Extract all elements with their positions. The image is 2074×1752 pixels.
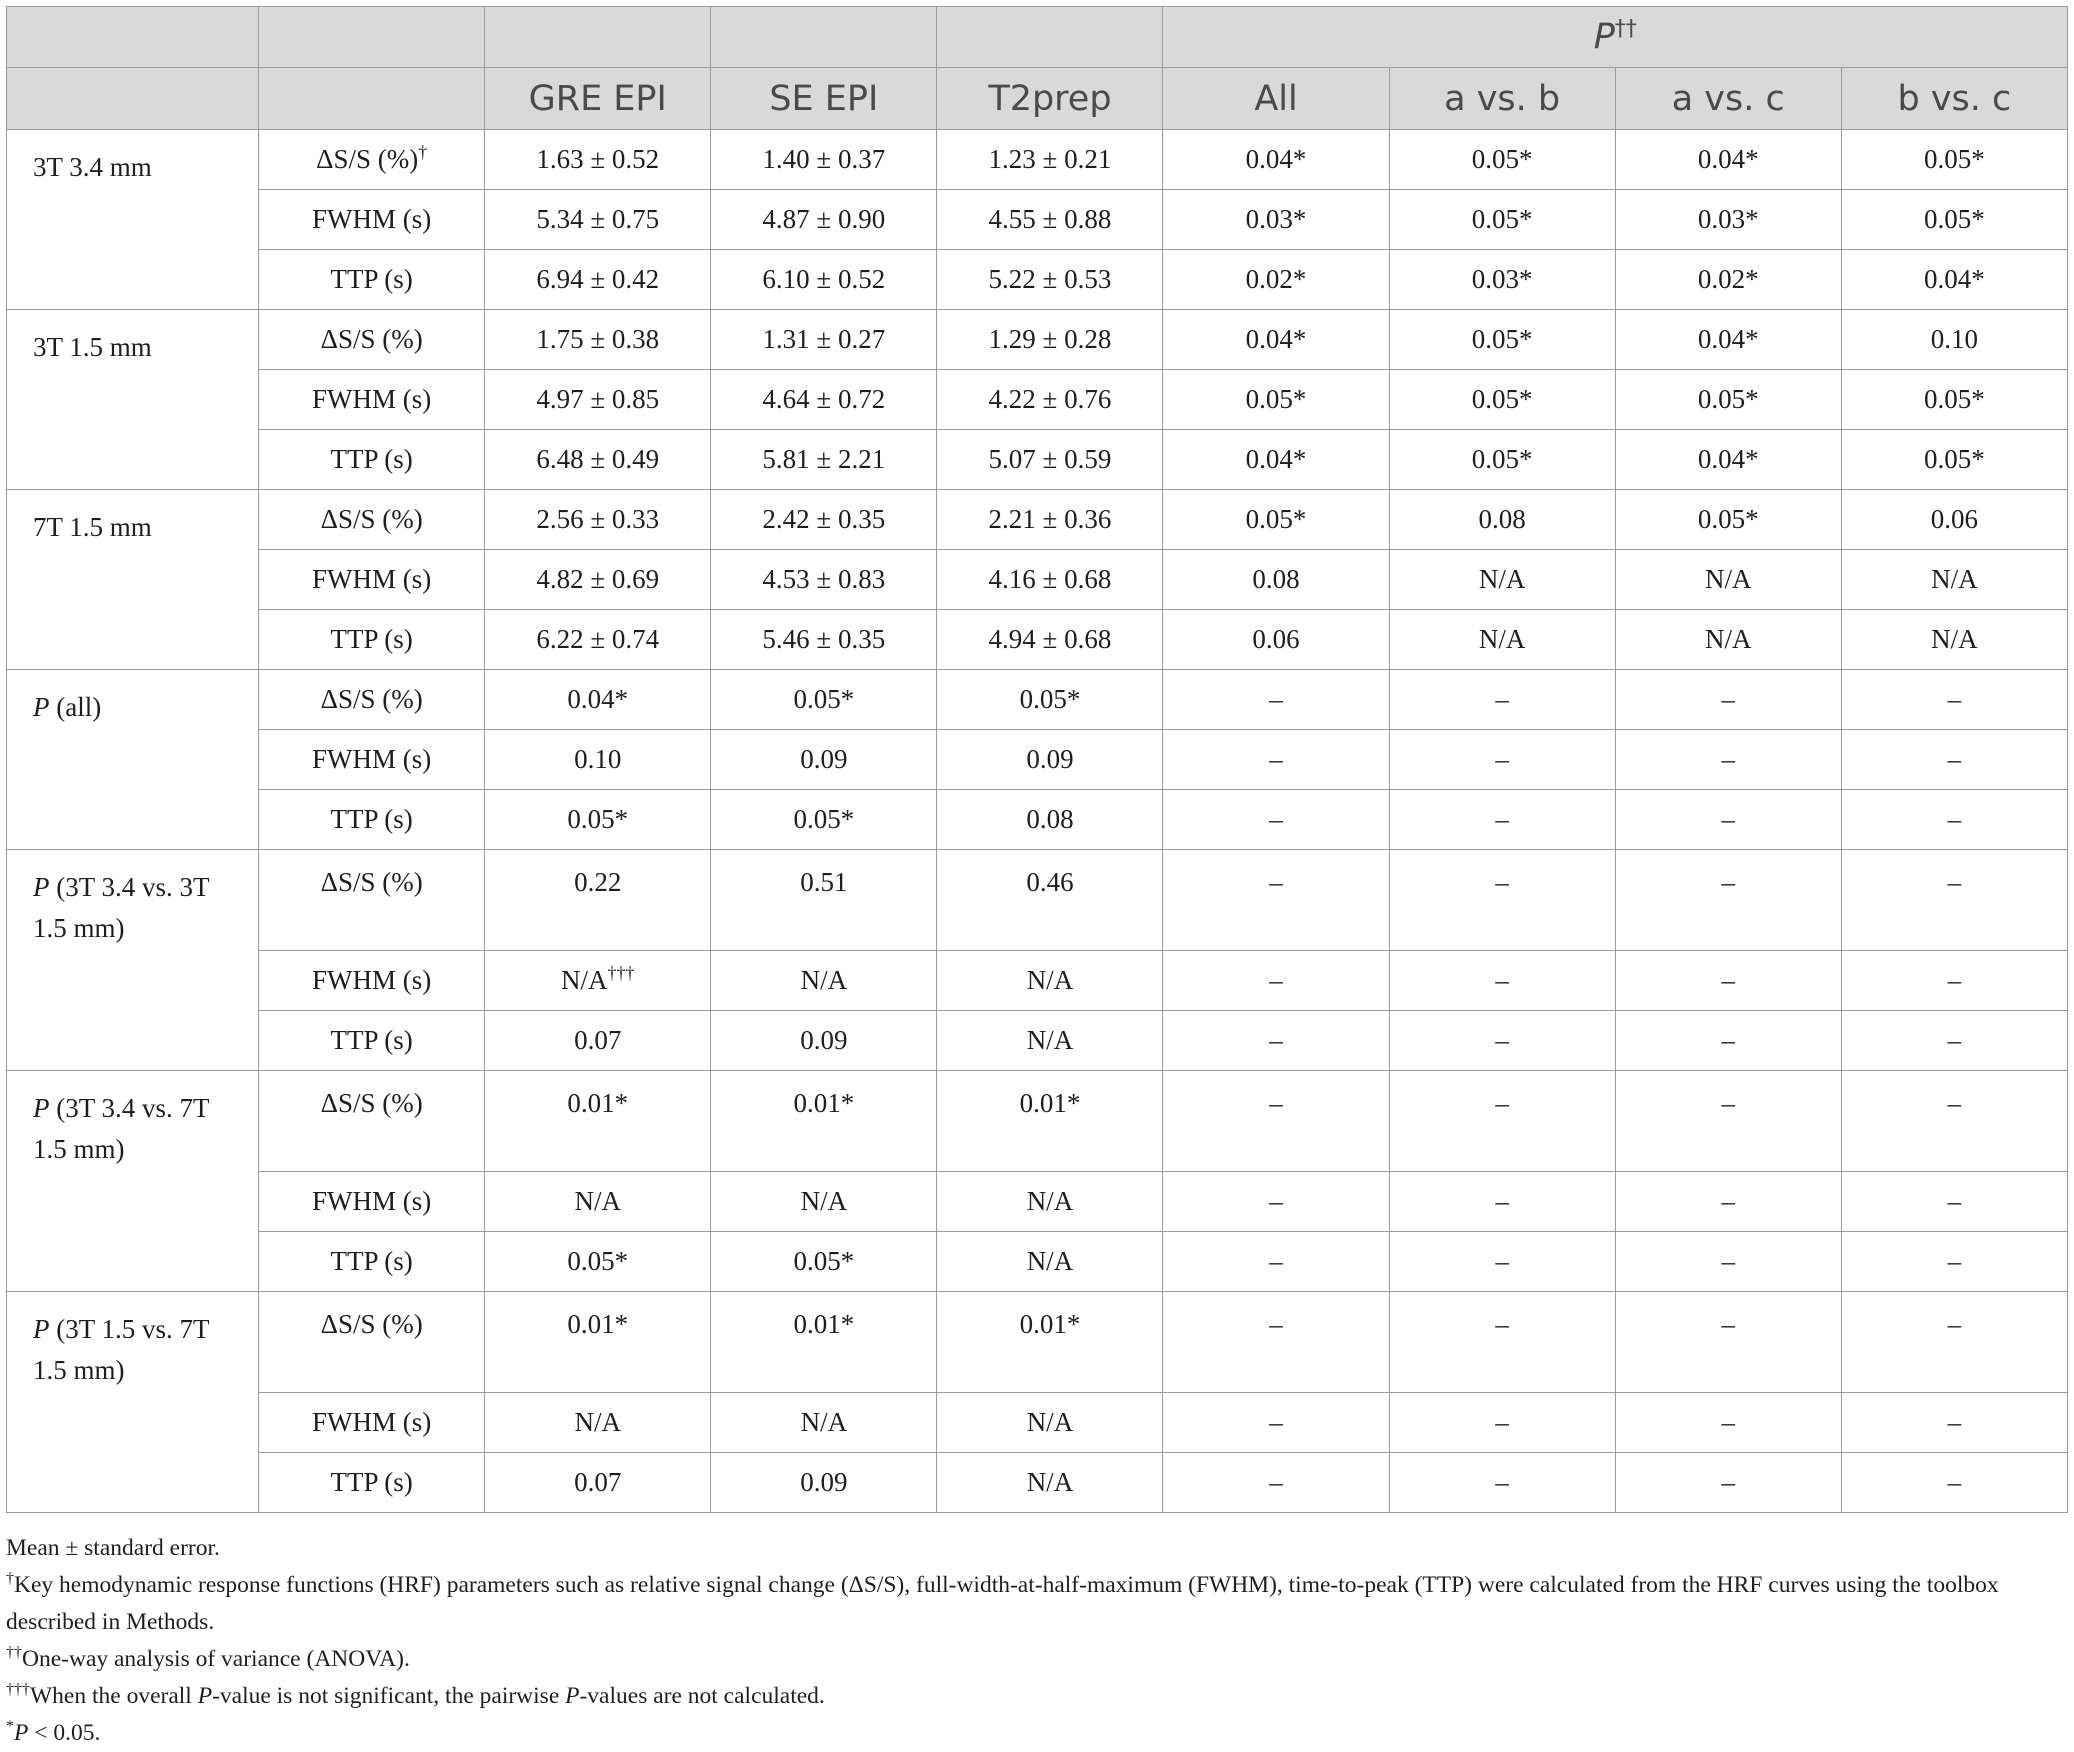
parameter-cell: TTP (s) (259, 1011, 485, 1071)
value-cell: – (1163, 1232, 1389, 1292)
header-blank-cell (485, 7, 711, 68)
table-row (7, 951, 2068, 1011)
table-row (7, 1292, 2068, 1393)
table-row (7, 730, 2068, 790)
value-cell: 0.04* (485, 670, 711, 730)
value-cell: – (1841, 1292, 2067, 1393)
value-cell: – (1615, 1292, 1841, 1393)
table-row (7, 670, 2068, 730)
table-row (7, 190, 2068, 250)
value-cell: 0.02* (1163, 250, 1389, 310)
value-cell: – (1615, 951, 1841, 1011)
table-row (7, 1172, 2068, 1232)
value-cell: N/A (937, 951, 1163, 1011)
value-cell: N/A (1615, 610, 1841, 670)
value-cell: 0.05* (1841, 190, 2067, 250)
value-cell: N/A (485, 1172, 711, 1232)
value-cell: – (1841, 1232, 2067, 1292)
value-cell: 0.05* (1389, 370, 1615, 430)
value-cell: 4.22 ± 0.76 (937, 370, 1163, 430)
value-cell: 0.01* (711, 1071, 937, 1172)
parameter-cell: ΔS/S (%) (259, 490, 485, 550)
value-cell: – (1615, 1172, 1841, 1232)
value-cell: 0.09 (711, 730, 937, 790)
value-cell: – (1163, 951, 1389, 1011)
value-cell: – (1389, 670, 1615, 730)
value-cell: – (1389, 1172, 1615, 1232)
value-cell: – (1163, 730, 1389, 790)
value-cell: 0.09 (937, 730, 1163, 790)
value-cell: – (1841, 1393, 2067, 1453)
table-row (7, 550, 2068, 610)
value-cell: – (1389, 1071, 1615, 1172)
parameter-cell: ΔS/S (%)† (259, 130, 485, 190)
header-blank-cell (7, 7, 259, 68)
value-cell: 4.87 ± 0.90 (711, 190, 937, 250)
value-cell: – (1163, 1292, 1389, 1393)
value-cell: 0.46 (937, 850, 1163, 951)
value-cell: N/A (711, 1172, 937, 1232)
value-cell: – (1841, 1071, 2067, 1172)
value-cell: – (1615, 790, 1841, 850)
value-cell: N/A (485, 1393, 711, 1453)
parameter-cell: FWHM (s) (259, 370, 485, 430)
value-cell: 0.08 (1163, 550, 1389, 610)
value-cell: 0.02* (1615, 250, 1841, 310)
table-row (7, 1453, 2068, 1513)
value-cell: 0.03* (1389, 250, 1615, 310)
header-blank-cell (259, 68, 485, 130)
value-cell: N/A (937, 1011, 1163, 1071)
parameter-cell: TTP (s) (259, 610, 485, 670)
value-cell: N/A††† (485, 951, 711, 1011)
value-cell: 0.01* (937, 1071, 1163, 1172)
footnote-pairwise: †††When the overall P-value is not significant, the pairwise P-values are not calculated. (6, 1681, 825, 1709)
column-header-a-vs-b: a vs. b (1389, 68, 1615, 130)
group-label: P (3T 3.4 vs. 3T 1.5 mm) (7, 850, 259, 1071)
value-cell: – (1389, 951, 1615, 1011)
value-cell: – (1389, 1011, 1615, 1071)
parameter-cell: TTP (s) (259, 430, 485, 490)
parameter-cell: FWHM (s) (259, 1172, 485, 1232)
value-cell: 0.07 (485, 1011, 711, 1071)
footnote-significance: *P < 0.05. (6, 1718, 101, 1746)
value-cell: – (1163, 1393, 1389, 1453)
group-label: P (3T 3.4 vs. 7T 1.5 mm) (7, 1071, 259, 1292)
header-blank-cell (937, 7, 1163, 68)
footnote-anova: ††One-way analysis of variance (ANOVA). (6, 1644, 410, 1672)
parameter-cell: ΔS/S (%) (259, 670, 485, 730)
value-cell: N/A (1389, 610, 1615, 670)
value-superscript: ††† (607, 963, 635, 983)
table-row (7, 610, 2068, 670)
column-header-b-vs-c: b vs. c (1841, 68, 2067, 130)
parameter-cell: ΔS/S (%) (259, 1071, 485, 1172)
value-cell: – (1615, 1453, 1841, 1513)
value-cell: 0.05* (485, 1232, 711, 1292)
value-cell: – (1389, 1232, 1615, 1292)
value-cell: – (1841, 790, 2067, 850)
parameter-cell: FWHM (s) (259, 951, 485, 1011)
value-cell: – (1615, 850, 1841, 951)
column-header-gre-epi: GRE EPI (485, 68, 711, 130)
value-cell: N/A (711, 1393, 937, 1453)
value-cell: 0.01* (711, 1292, 937, 1393)
value-cell: 5.22 ± 0.53 (937, 250, 1163, 310)
column-header-t2prep: T2prep (937, 68, 1163, 130)
parameter-cell: FWHM (s) (259, 1393, 485, 1453)
value-cell: – (1841, 1453, 2067, 1513)
value-cell: 0.05* (711, 1232, 937, 1292)
value-cell: – (1841, 951, 2067, 1011)
value-cell: 4.55 ± 0.88 (937, 190, 1163, 250)
table-row (7, 850, 2068, 951)
parameter-cell: ΔS/S (%) (259, 310, 485, 370)
value-cell: 0.05* (711, 670, 937, 730)
group-label: P (3T 1.5 vs. 7T 1.5 mm) (7, 1292, 259, 1513)
parameter-cell: FWHM (s) (259, 550, 485, 610)
value-cell: – (1163, 790, 1389, 850)
value-cell: N/A (937, 1453, 1163, 1513)
value-cell: 0.04* (1615, 130, 1841, 190)
group-label: P (all) (7, 670, 259, 850)
value-cell: 0.05* (1389, 430, 1615, 490)
value-cell: – (1615, 730, 1841, 790)
group-label: 7T 1.5 mm (7, 490, 259, 670)
value-cell: 0.04* (1841, 250, 2067, 310)
value-cell: 1.31 ± 0.27 (711, 310, 937, 370)
value-cell: 4.94 ± 0.68 (937, 610, 1163, 670)
column-header-a-vs-c: a vs. c (1615, 68, 1841, 130)
header-blank-cell (259, 7, 485, 68)
value-cell: 0.51 (711, 850, 937, 951)
value-cell: 0.04* (1163, 430, 1389, 490)
parameter-cell: TTP (s) (259, 1453, 485, 1513)
value-cell: 0.05* (1389, 130, 1615, 190)
value-cell: 0.05* (485, 790, 711, 850)
value-cell: 0.03* (1615, 190, 1841, 250)
value-cell: – (1841, 730, 2067, 790)
table-row (7, 130, 2068, 190)
value-cell: – (1389, 1393, 1615, 1453)
value-cell: N/A (1841, 550, 2067, 610)
value-cell: N/A (711, 951, 937, 1011)
value-cell: 0.03* (1163, 190, 1389, 250)
value-cell: – (1163, 1172, 1389, 1232)
value-cell: 0.08 (1389, 490, 1615, 550)
value-cell: 0.09 (711, 1011, 937, 1071)
footnote-hrf: †Key hemodynamic response functions (HRF) parameters such as relative signal change (ΔS/S), full-width-at-half-maximum (FWHM), time-to-peak (TTP) were calculated from the HRF curves using the toolbox described in Methods. (6, 1570, 1999, 1635)
value-cell: 0.05* (1841, 430, 2067, 490)
value-cell: – (1615, 1393, 1841, 1453)
value-cell: – (1389, 730, 1615, 790)
value-cell: – (1389, 1453, 1615, 1513)
value-cell: 0.22 (485, 850, 711, 951)
value-cell: 0.01* (485, 1071, 711, 1172)
value-cell: – (1615, 1071, 1841, 1172)
value-cell: N/A (937, 1232, 1163, 1292)
parameter-cell: TTP (s) (259, 1232, 485, 1292)
value-cell: – (1163, 670, 1389, 730)
group-label: 3T 1.5 mm (7, 310, 259, 490)
value-cell: 6.22 ± 0.74 (485, 610, 711, 670)
value-cell: 4.97 ± 0.85 (485, 370, 711, 430)
value-cell: 4.64 ± 0.72 (711, 370, 937, 430)
value-cell: 1.40 ± 0.37 (711, 130, 937, 190)
value-cell: 0.05* (937, 670, 1163, 730)
column-header-all: All (1163, 68, 1389, 130)
value-cell: N/A (1841, 610, 2067, 670)
header-blank-cell (711, 7, 937, 68)
value-cell: N/A (937, 1393, 1163, 1453)
results-table-container (6, 6, 2068, 1513)
value-cell: 0.10 (1841, 310, 2067, 370)
value-cell: N/A (937, 1172, 1163, 1232)
value-cell: 0.05* (711, 790, 937, 850)
table-row (7, 1011, 2068, 1071)
value-cell: – (1841, 850, 2067, 951)
value-cell: 0.10 (485, 730, 711, 790)
parameter-cell: TTP (s) (259, 790, 485, 850)
value-cell: 0.05* (1615, 490, 1841, 550)
p-symbol: P (1593, 17, 1615, 57)
value-cell: N/A (1389, 550, 1615, 610)
value-cell: 0.05* (1163, 490, 1389, 550)
value-cell: – (1841, 1011, 2067, 1071)
table-row (7, 250, 2068, 310)
parameter-superscript: † (418, 142, 428, 162)
header-blank-cell (7, 68, 259, 130)
value-cell: – (1841, 670, 2067, 730)
value-cell: 0.06 (1163, 610, 1389, 670)
value-cell: 1.23 ± 0.21 (937, 130, 1163, 190)
value-cell: 5.07 ± 0.59 (937, 430, 1163, 490)
value-cell: 0.09 (711, 1453, 937, 1513)
value-cell: 0.01* (485, 1292, 711, 1393)
table-row (7, 490, 2068, 550)
value-cell: 2.21 ± 0.36 (937, 490, 1163, 550)
column-header-se-epi: SE EPI (711, 68, 937, 130)
value-cell: – (1615, 670, 1841, 730)
value-cell: 1.29 ± 0.28 (937, 310, 1163, 370)
value-cell: 6.10 ± 0.52 (711, 250, 937, 310)
value-cell: 6.48 ± 0.49 (485, 430, 711, 490)
table-footnotes (6, 1530, 2072, 1752)
value-cell: 0.04* (1163, 310, 1389, 370)
value-cell: – (1163, 1453, 1389, 1513)
value-cell: – (1615, 1011, 1841, 1071)
value-cell: 0.01* (937, 1292, 1163, 1393)
parameter-cell: TTP (s) (259, 250, 485, 310)
p-superscript: †† (1614, 16, 1637, 42)
value-cell: – (1841, 1172, 2067, 1232)
value-cell: 1.63 ± 0.52 (485, 130, 711, 190)
value-cell: 0.06 (1841, 490, 2067, 550)
table-row (7, 1393, 2068, 1453)
value-cell: 2.42 ± 0.35 (711, 490, 937, 550)
value-cell: 5.46 ± 0.35 (711, 610, 937, 670)
value-cell: – (1389, 790, 1615, 850)
table-row (7, 310, 2068, 370)
parameter-cell: ΔS/S (%) (259, 850, 485, 951)
header-row-columns (7, 68, 2068, 130)
value-cell: 6.94 ± 0.42 (485, 250, 711, 310)
table-row (7, 1071, 2068, 1172)
footnote-mean: Mean ± standard error. (6, 1535, 220, 1561)
parameter-cell: ΔS/S (%) (259, 1292, 485, 1393)
value-cell: 0.04* (1615, 310, 1841, 370)
value-cell: 0.05* (1615, 370, 1841, 430)
value-cell: 0.08 (937, 790, 1163, 850)
value-cell: 0.07 (485, 1453, 711, 1513)
value-cell: 5.34 ± 0.75 (485, 190, 711, 250)
parameter-cell: FWHM (s) (259, 190, 485, 250)
hrf-parameters-table (6, 6, 2068, 1513)
parameter-cell: FWHM (s) (259, 730, 485, 790)
value-cell: 5.81 ± 2.21 (711, 430, 937, 490)
value-cell: 1.75 ± 0.38 (485, 310, 711, 370)
value-cell: 0.05* (1389, 310, 1615, 370)
value-cell: 2.56 ± 0.33 (485, 490, 711, 550)
value-cell: 0.05* (1163, 370, 1389, 430)
value-cell: – (1615, 1232, 1841, 1292)
table-row (7, 790, 2068, 850)
value-cell: 4.53 ± 0.83 (711, 550, 937, 610)
value-cell: – (1163, 850, 1389, 951)
value-cell: N/A (1615, 550, 1841, 610)
value-cell: 0.05* (1841, 130, 2067, 190)
value-cell: 4.82 ± 0.69 (485, 550, 711, 610)
value-cell: 0.04* (1163, 130, 1389, 190)
value-cell: – (1163, 1071, 1389, 1172)
value-cell: 0.04* (1615, 430, 1841, 490)
table-row (7, 430, 2068, 490)
value-cell: – (1389, 1292, 1615, 1393)
value-cell: – (1389, 850, 1615, 951)
table-row (7, 1232, 2068, 1292)
value-cell: 4.16 ± 0.68 (937, 550, 1163, 610)
p-value-group-header (1163, 7, 2068, 68)
group-label: 3T 3.4 mm (7, 130, 259, 310)
table-row (7, 370, 2068, 430)
value-cell: – (1163, 1011, 1389, 1071)
value-cell: 0.05* (1841, 370, 2067, 430)
header-row-top (7, 7, 2068, 68)
value-cell: 0.05* (1389, 190, 1615, 250)
